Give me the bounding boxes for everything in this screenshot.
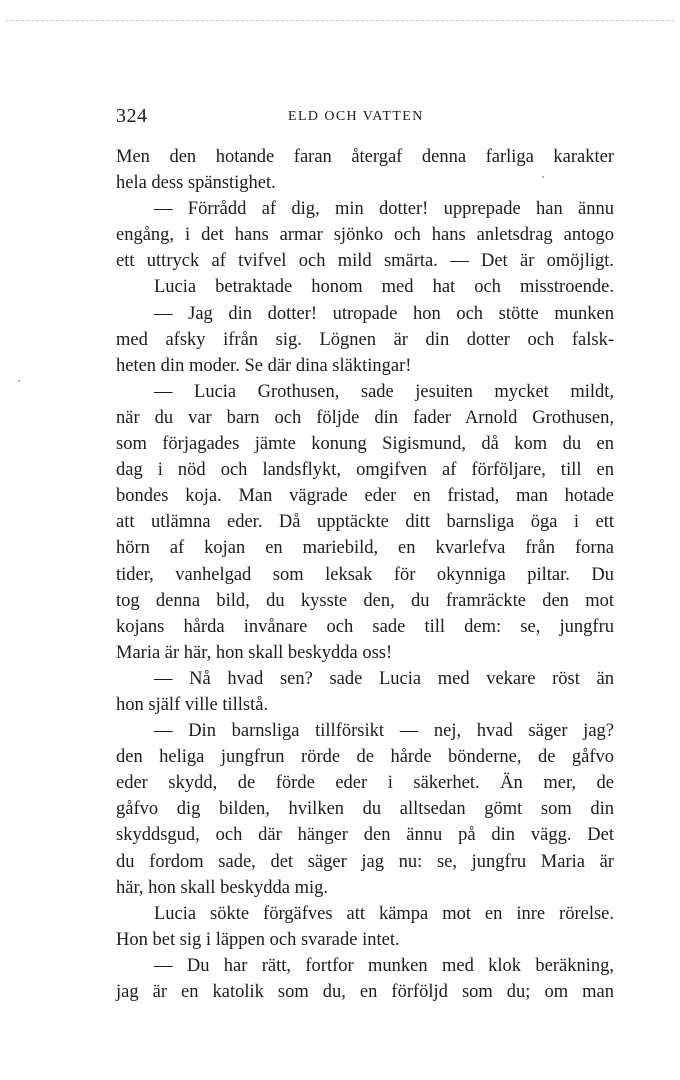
text-line: — Förrådd af dig, min dotter! upprepade han ännu xyxy=(154,199,614,220)
text-line: du fordom sade, det säger jag nu: se, jungfru Maria är xyxy=(116,851,614,872)
text-line: när du var barn och följde din fader Arnold Grothusen, xyxy=(116,407,614,428)
text-line: jag är en katolik som du, en förföljd som du; om man xyxy=(116,982,614,1002)
text-line: hon själf ville tillstå. xyxy=(116,694,269,715)
text-line: — Din barnsliga tillförsikt — nej, hvad säger jag? xyxy=(154,721,614,742)
text-line: tider, vanhelgad som leksak för okynniga piltar. Du xyxy=(116,564,614,585)
text-line: Hon bet sig i läppen och svarade intet. xyxy=(116,929,400,950)
running-title: ELD OCH VATTEN xyxy=(288,109,424,124)
text-line: här, hon skall beskydda mig. xyxy=(116,877,328,898)
text-line: — Nå hvad sen? sade Lucia med vekare röst än xyxy=(154,668,614,689)
text-line: med afsky ifrån sig. Lögnen är din dotter och falsk- xyxy=(116,329,614,350)
text-line: hörn af kojan en mariebild, en kvarlefva från forna xyxy=(116,538,614,559)
text-line: tog denna bild, du kysste den, du framräckte den mot xyxy=(116,590,614,611)
paper-speck xyxy=(542,176,544,178)
paper-speck xyxy=(18,380,20,382)
text-line: skyddsgud, och där hänger den ännu på din vägg. Det xyxy=(116,825,614,846)
text-line: Maria är här, hon skall beskydda oss! xyxy=(116,642,393,663)
text-line: kojans hårda invånare och sade till dem: se, jungfru xyxy=(116,616,614,637)
text-line: — Lucia Grothusen, sade jesuiten mycket mildt, xyxy=(154,381,614,402)
text-line: gåfvo dig bilden, hvilken du alltsedan gömt som din xyxy=(116,799,614,820)
text-line: Lucia sökte förgäfves att kämpa mot en inre rörelse. xyxy=(154,903,614,924)
text-line: bondes koja. Man vägrade eder en fristad, man hotade xyxy=(116,486,614,507)
page-top-edge-rule xyxy=(6,20,674,21)
text-line: den heliga jungfrun rörde de hårde bönderne, de gåfvo xyxy=(116,747,614,768)
text-line: Men den hotande faran återgaf denna farliga karakter xyxy=(116,147,614,167)
text-line: dag i nöd och landsflykt, omgifven af förföljare, till en xyxy=(116,460,614,481)
page-number: 324 xyxy=(116,105,148,127)
text-line: ett uttryck af tvifvel och mild smärta. — Det är omöjligt. xyxy=(116,251,614,272)
text-line: hela dess spänstighet. xyxy=(116,173,276,194)
text-line: att utlämna eder. Då upptäckte ditt barnsliga öga i ett xyxy=(116,512,614,533)
text-line: — Jag din dotter! utropade hon och stötte munken xyxy=(154,303,614,324)
body-text xyxy=(116,144,614,1005)
running-head xyxy=(116,104,614,128)
text-line: Lucia betraktade honom med hat och misstroende. xyxy=(154,277,614,298)
text-line: som förjagades jämte konung Sigismund, då kom du en xyxy=(116,434,614,455)
text-line: eder skydd, de förde eder i säkerhet. Än mer, de xyxy=(116,773,614,794)
text-line: — Du har rätt, fortfor munken med klok beräkning, xyxy=(154,955,614,976)
text-line: engång, i det hans armar sjönko och hans anletsdrag antogo xyxy=(116,225,614,246)
text-line: heten din moder. Se där dina släktingar! xyxy=(116,355,412,376)
